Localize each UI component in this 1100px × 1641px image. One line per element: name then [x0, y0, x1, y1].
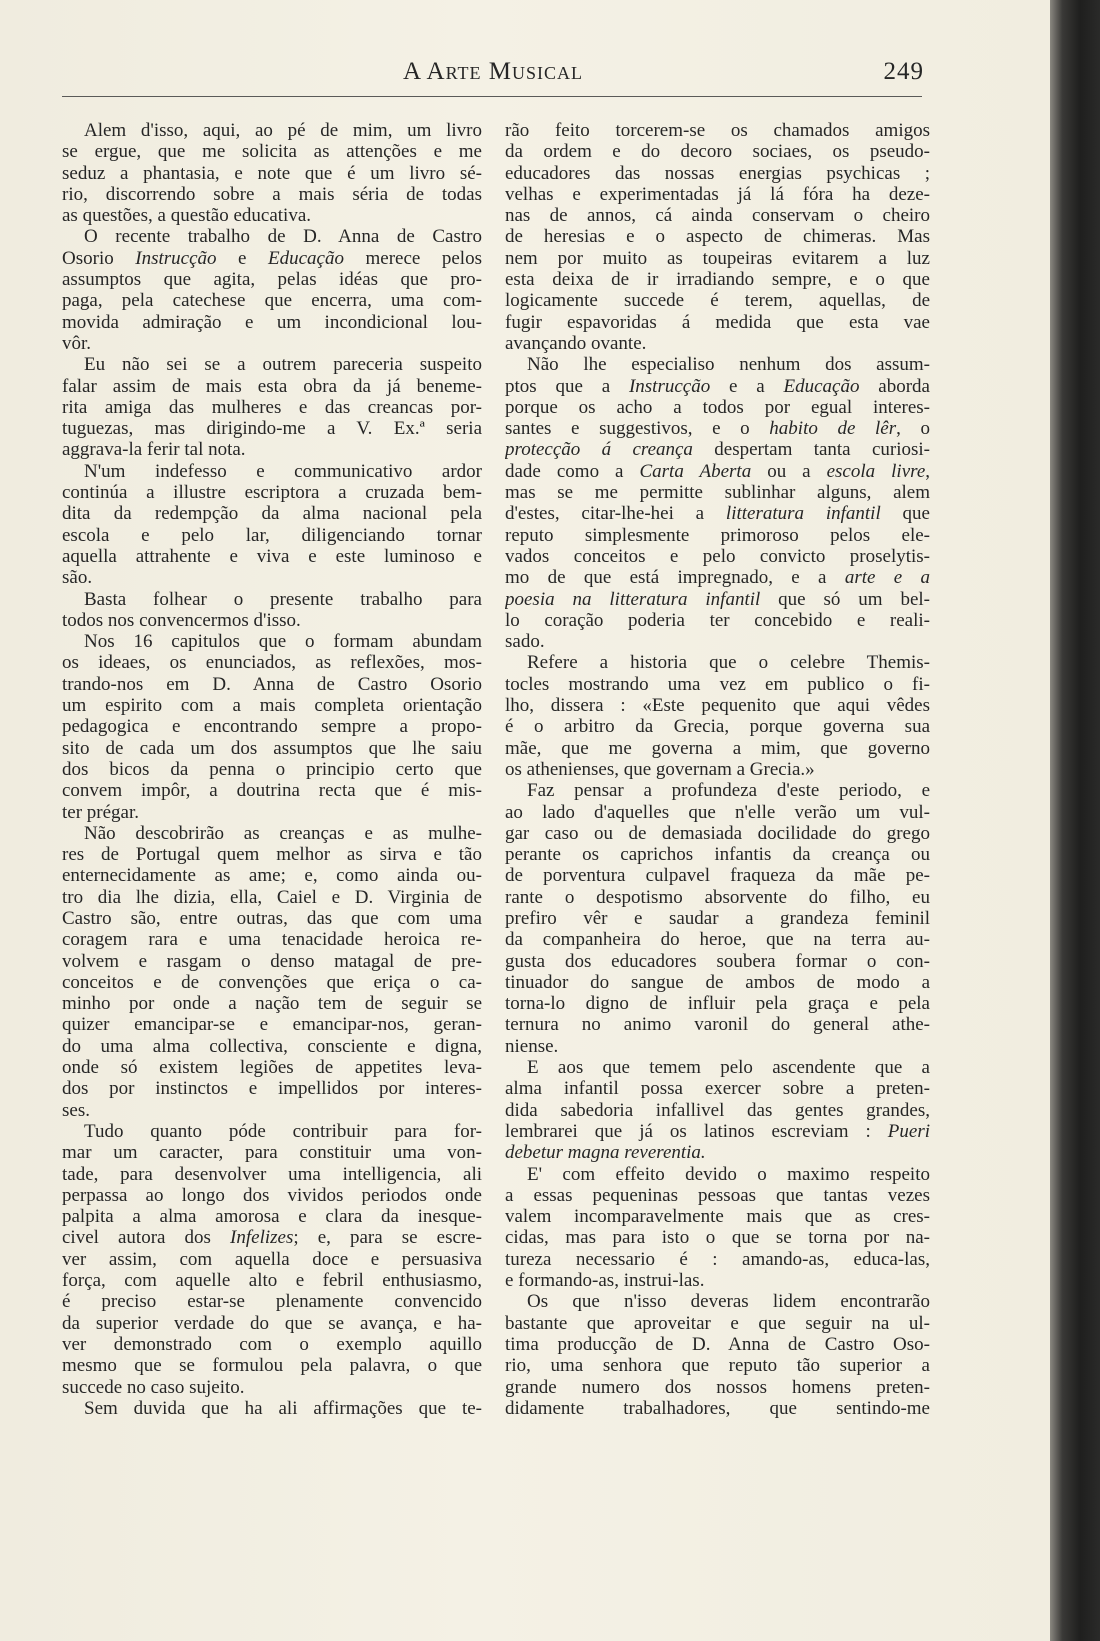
italic-text: Educação: [783, 375, 860, 397]
text-segment: educadores das nossas energias psychicas ;: [505, 162, 930, 184]
text-segment: lho, dissera : «Este pequenito que aqui vêdes: [505, 695, 930, 717]
text-line: [505, 290, 930, 311]
text-segment: vôr.: [62, 332, 92, 354]
text-line: [505, 1206, 930, 1227]
text-line: [505, 1334, 930, 1355]
text-segment: torna-lo digno de influir pela graça e pela: [505, 993, 930, 1015]
text-line: [505, 482, 930, 503]
text-line: [62, 631, 482, 652]
text-line: [62, 354, 482, 375]
text-segment: bastante que aproveitar e que seguir na ul-: [505, 1312, 930, 1334]
text-segment: sito de cada um dos assumptos que lhe saiu: [62, 737, 482, 759]
page-number: 249: [883, 58, 924, 85]
text-segment: mesmo que se formulou pela palavra, o que: [62, 1355, 482, 1377]
text-segment: merece pelos: [343, 247, 482, 269]
text-line: [62, 652, 482, 673]
text-segment: rão feito torcerem-se os chamados amigos: [505, 120, 930, 141]
text-segment: , o: [896, 418, 930, 440]
text-segment: rita amiga das mulheres e das creancas por-: [62, 396, 482, 418]
text-segment: tima producção de D. Anna de Castro Oso-: [505, 1333, 930, 1355]
text-line: [505, 567, 930, 588]
text-segment: os athenienses, que governam a Grecia.»: [505, 758, 815, 780]
text-line: [505, 1185, 930, 1206]
text-segment: paga, pela catechese que encerra, uma com-: [62, 290, 482, 312]
text-line: [62, 1377, 482, 1398]
text-segment: Tudo quanto póde contribuir para for-: [84, 1120, 482, 1142]
text-line: [505, 333, 930, 354]
text-segment: Nos 16 capitulos que o formam abundam: [84, 631, 482, 653]
text-line: [505, 120, 930, 141]
text-segment: prefiro vêr e saudar a grandeza feminil: [505, 907, 930, 929]
text-segment: despertam tanta curiosi-: [692, 439, 930, 461]
text-segment: palpita a alma amorosa e clara da inesque-: [62, 1206, 482, 1228]
text-segment: perante os caprichos infantis da creança ou: [505, 844, 930, 866]
italic-text: Carta Aberta: [639, 460, 752, 482]
text-segment: se ergue, que me solicita as attenções e me: [62, 141, 482, 163]
text-line: [62, 929, 482, 950]
text-segment: são.: [62, 567, 93, 589]
text-segment: Não descobrirão as creanças e as mulhe-: [84, 822, 482, 844]
text-line: [505, 759, 930, 780]
text-segment: grande numero dos nossos homens preten-: [505, 1376, 930, 1398]
text-line: [505, 226, 930, 247]
text-line: [505, 993, 930, 1014]
text-segment: da ordem e do decoro sociaes, os pseudo-: [505, 141, 930, 163]
text-segment: santes e suggestivos, e o: [505, 418, 770, 440]
text-line: [505, 312, 930, 333]
text-line: [505, 589, 930, 610]
text-segment: Faz pensar a profundeza d'este periodo, e: [527, 780, 930, 802]
text-line: [505, 929, 930, 950]
text-line: [62, 248, 482, 269]
text-segment: onde só existem legiões de appetites leva-: [62, 1057, 482, 1079]
text-line: [62, 908, 482, 929]
text-line: [505, 461, 930, 482]
text-line: [62, 610, 482, 631]
text-segment: reputo simplesmente primoroso pelos ele-: [505, 524, 930, 546]
text-segment: vados conceitos e pelo convicto proselytis-: [505, 545, 930, 567]
italic-text: Pueri: [887, 1120, 930, 1142]
text-line: [62, 1270, 482, 1291]
text-segment: logicamente succede é terem, aquellas, de: [505, 290, 930, 312]
text-line: [505, 205, 930, 226]
text-line: [62, 780, 482, 801]
text-line: [62, 1078, 482, 1099]
text-line: [505, 1249, 930, 1270]
text-line: [62, 887, 482, 908]
text-line: [62, 823, 482, 844]
text-segment: nas de annos, cá ainda conservam o cheiro: [505, 205, 930, 227]
italic-text: Infelizes: [230, 1227, 294, 1249]
text-line: [62, 1014, 482, 1035]
italic-text: escola livre: [826, 460, 926, 482]
text-segment: tade, para desenvolver uma intelligencia, ali: [62, 1163, 482, 1185]
text-line: [62, 269, 482, 290]
text-line: [62, 1249, 482, 1270]
text-segment: Eu não sei se a outrem pareceria suspeito: [84, 354, 482, 376]
text-segment: que: [880, 503, 930, 525]
text-segment: ver demonstrado com o exemplo aquillo: [62, 1333, 482, 1355]
text-segment: niense.: [505, 1035, 559, 1057]
text-segment: de porventura culpavel fraqueza da mãe pe-: [505, 865, 930, 887]
text-segment: dos por instinctos e impellidos por interes-: [62, 1078, 482, 1100]
text-line: [62, 205, 482, 226]
text-line: [505, 525, 930, 546]
text-segment: tro dia lhe dizia, ella, Caiel e D. Virginia de: [62, 886, 482, 908]
text-segment: sado.: [505, 631, 545, 653]
text-line: [505, 546, 930, 567]
italic-text: litteratura infantil: [725, 503, 881, 525]
text-segment: ter prégar.: [62, 801, 140, 823]
text-segment: movida admiração e um incondicional lou-: [62, 311, 482, 333]
text-line: [62, 802, 482, 823]
text-line: [505, 716, 930, 737]
text-segment: as questões, a questão educativa.: [62, 205, 312, 227]
text-line: [505, 1398, 930, 1419]
scan-page-edge: [1050, 0, 1100, 1641]
text-line: [505, 1142, 930, 1163]
text-line: [505, 1121, 930, 1142]
text-segment: Refere a historia que o celebre Themis-: [527, 652, 930, 674]
text-segment: ,: [925, 460, 930, 482]
text-segment: rio, uma senhora que reputo tão superior a: [505, 1355, 930, 1377]
text-line: [505, 865, 930, 886]
text-line: [62, 1142, 482, 1163]
text-segment: que só um bel-: [760, 588, 930, 610]
text-line: [62, 503, 482, 524]
text-line: [505, 1036, 930, 1057]
text-line: [505, 503, 930, 524]
text-segment: dida sabedoria infallivel das gentes grandes,: [505, 1099, 930, 1121]
text-line: [62, 1227, 482, 1248]
text-segment: conceitos e de convenções que eriça o ca-: [62, 971, 482, 993]
text-line: [62, 1100, 482, 1121]
text-segment: Sem duvida que ha ali affirmações que te-: [84, 1397, 482, 1419]
text-segment: convem impôr, a doutrina recta que é mis-: [62, 780, 482, 802]
text-segment: gusta dos educadores soubera formar o con-: [505, 950, 930, 972]
text-segment: ver assim, com aquella doce e persuasiva: [62, 1248, 482, 1270]
text-segment: um espirito com a mais completa orientação: [62, 695, 482, 717]
text-line: [62, 290, 482, 311]
text-line: [505, 780, 930, 801]
text-segment: tureza necessario é : amando-as, educa-las,: [505, 1248, 930, 1270]
text-line: [62, 759, 482, 780]
text-line: [62, 589, 482, 610]
text-line: [505, 1014, 930, 1035]
text-segment: O recente trabalho de D. Anna de Castro: [84, 226, 482, 248]
text-segment: de heresias e o aspecto de chimeras. Mas: [505, 226, 930, 248]
running-title: A Arte Musical: [403, 58, 583, 85]
text-segment: da companheira do heroe, que na terra au-: [505, 929, 930, 951]
text-segment: aggrava-la ferir tal nota.: [62, 439, 246, 461]
text-line: [62, 461, 482, 482]
text-segment: escola e pelo lar, diligenciando tornar: [62, 524, 482, 546]
text-line: [505, 184, 930, 205]
text-segment: velhas e experimentadas já lá fóra ha deze-: [505, 183, 930, 205]
text-line: [505, 269, 930, 290]
text-line: [62, 184, 482, 205]
text-segment: Os que n'isso deveras lidem encontrarão: [527, 1291, 930, 1313]
text-line: [62, 1291, 482, 1312]
text-segment: da superior verdade do que se avança, e ha-: [62, 1312, 482, 1334]
text-segment: e formando-as, instrui-las.: [505, 1270, 705, 1292]
text-segment: pedagogica e encontrando sempre a propo-: [62, 716, 482, 738]
text-segment: cidas, mas para isto o que se torna por na-: [505, 1227, 930, 1249]
text-line: [62, 1334, 482, 1355]
text-line: [505, 674, 930, 695]
text-line: [505, 1057, 930, 1078]
text-line: [505, 738, 930, 759]
text-line: [62, 141, 482, 162]
right-column: [505, 120, 930, 1419]
text-line: [62, 716, 482, 737]
text-line: [505, 1270, 930, 1291]
text-segment: N'um indefesso e communicativo ardor: [84, 460, 482, 482]
text-segment: volvem e rasgam o denso matagal de pre-: [62, 950, 482, 972]
text-segment: ao lado d'aquelles que n'elle verão um vul-: [505, 801, 930, 823]
text-line: [62, 397, 482, 418]
text-segment: aborda: [859, 375, 930, 397]
text-segment: valem incomparavelmente mais que as cres-: [505, 1206, 930, 1228]
text-line: [62, 1206, 482, 1227]
text-segment: tinuador do sangue de ambos de modo a: [505, 971, 930, 993]
text-segment: dita da redempção da alma nacional pela: [62, 503, 482, 525]
text-segment: rio, discorrendo sobre a mais séria de todas: [62, 183, 482, 205]
text-line: [62, 738, 482, 759]
text-line: [62, 951, 482, 972]
italic-text: habito de lêr: [769, 418, 897, 440]
text-line: [505, 844, 930, 865]
text-segment: E' com effeito devido o maximo respeito: [527, 1163, 930, 1185]
text-line: [62, 674, 482, 695]
text-line: [62, 1057, 482, 1078]
text-segment: trando-nos em D. Anna de Castro Osorio: [62, 673, 482, 695]
text-segment: força, com aquelle alto e febril enthusiasmo,: [62, 1270, 482, 1292]
text-line: [505, 1100, 930, 1121]
text-segment: falar assim de mais esta obra da já beneme-: [62, 375, 482, 397]
text-line: [62, 226, 482, 247]
text-line: [62, 1036, 482, 1057]
text-line: [505, 887, 930, 908]
text-line: [505, 695, 930, 716]
text-segment: e a: [710, 375, 784, 397]
text-line: [505, 141, 930, 162]
text-segment: dade como a: [505, 460, 640, 482]
text-segment: rante o despotismo absorvente do filho, eu: [505, 886, 930, 908]
text-segment: é preciso estar-se plenamente convencido: [62, 1291, 482, 1313]
text-segment: Basta folhear o presente trabalho para: [84, 588, 482, 610]
text-line: [505, 1313, 930, 1334]
text-segment: todos nos convencermos d'isso.: [62, 609, 301, 631]
text-line: [505, 631, 930, 652]
text-line: [505, 951, 930, 972]
text-line: [62, 695, 482, 716]
text-segment: coragem rara e uma tenacidade heroica re-: [62, 929, 482, 951]
text-segment: ptos que a: [505, 375, 629, 397]
text-line: [505, 1355, 930, 1376]
text-segment: e: [216, 247, 268, 269]
text-line: [505, 418, 930, 439]
text-segment: mãe, que me governa a mim, que governo: [505, 737, 930, 759]
italic-text: protecção á creança: [505, 439, 693, 461]
text-segment: é o arbitro da Grecia, porque governa sua: [505, 716, 930, 738]
text-line: [62, 525, 482, 546]
text-segment: d'estes, citar-lhe-hei a: [505, 503, 726, 525]
text-line: [62, 333, 482, 354]
text-segment: nem por muito as toupeiras evitarem a luz: [505, 247, 930, 269]
text-segment: dos bicos da penna o principio certo que: [62, 758, 482, 780]
text-segment: gar caso ou de demasiada docilidade do grego: [505, 822, 930, 844]
text-line: [62, 567, 482, 588]
text-segment: esta deixa de ir irradiando sempre, e o que: [505, 269, 930, 291]
text-segment: do uma alma collectiva, consciente e digna,: [62, 1035, 482, 1057]
text-segment: res de Portugal quem melhor as sirva e tão: [62, 844, 482, 866]
text-segment: assumptos que agita, pelas idéas que pro-: [62, 269, 482, 291]
text-line: [62, 376, 482, 397]
text-line: [62, 546, 482, 567]
text-line: [505, 397, 930, 418]
italic-text: Educação: [268, 247, 344, 269]
text-segment: seduz a phantasia, e note que é um livro sé-: [62, 162, 482, 184]
text-line: [62, 439, 482, 460]
italic-text: Instrucção: [135, 247, 217, 269]
italic-text: debetur magna reverentia.: [505, 1142, 706, 1164]
text-line: [505, 1227, 930, 1248]
text-line: [62, 163, 482, 184]
text-segment: ternura no animo varonil do general athe-: [505, 1014, 930, 1036]
text-segment: mo de que está impregnado, e a: [505, 567, 845, 589]
text-segment: Castro são, entre outras, das que com uma: [62, 907, 482, 929]
text-line: [62, 1398, 482, 1419]
text-line: [505, 376, 930, 397]
text-line: [505, 163, 930, 184]
text-line: [62, 120, 482, 141]
text-segment: a essas pequeninas pessoas que tantas vezes: [505, 1184, 930, 1206]
text-segment: mas se me permitte sublinhar alguns, alem: [505, 482, 930, 504]
text-line: [505, 972, 930, 993]
text-segment: E aos que temem pelo ascendente que a: [527, 1057, 930, 1079]
italic-text: Instrucção: [628, 375, 711, 397]
left-column: [62, 120, 482, 1419]
text-line: [505, 823, 930, 844]
text-segment: perpassa ao longo dos vividos periodos onde: [62, 1184, 482, 1206]
text-segment: Osorio: [62, 247, 136, 269]
text-line: [62, 993, 482, 1014]
text-line: [62, 482, 482, 503]
text-line: [505, 1291, 930, 1312]
text-line: [62, 1185, 482, 1206]
text-segment: lembrarei que já os latinos escreviam :: [505, 1120, 888, 1142]
text-segment: porque os acho a todos por egual interes-: [505, 396, 930, 418]
text-segment: succede no caso sujeito.: [62, 1376, 245, 1398]
text-line: [505, 802, 930, 823]
text-segment: quizer emancipar-se e emancipar-nos, geran-: [62, 1014, 482, 1036]
text-line: [62, 1164, 482, 1185]
text-segment: fugir espavoridas á medida que esta vae: [505, 311, 930, 333]
text-segment: ; e, para se escre-: [293, 1227, 482, 1249]
text-line: [505, 652, 930, 673]
text-line: [505, 610, 930, 631]
text-segment: didamente trabalhadores, que sentindo-me: [505, 1397, 930, 1419]
text-line: [505, 1164, 930, 1185]
text-segment: os ideaes, os enunciados, as reflexões, mos-: [62, 652, 482, 674]
text-segment: Não lhe especialiso nenhum dos assum-: [527, 354, 930, 376]
text-segment: continúa a illustre escriptora a cruzada bem-: [62, 482, 482, 504]
text-line: [505, 1377, 930, 1398]
text-line: [62, 865, 482, 886]
text-segment: mar um caracter, para constituir uma von-: [62, 1142, 482, 1164]
text-line: [505, 908, 930, 929]
text-segment: minho por onde a nação tem de seguir se: [62, 993, 482, 1015]
text-segment: avançando ovante.: [505, 332, 647, 354]
text-segment: aquella attrahente e viva e este luminoso e: [62, 545, 482, 567]
text-segment: ses.: [62, 1099, 90, 1121]
header-rule: [62, 96, 922, 97]
text-line: [505, 248, 930, 269]
text-line: [505, 1078, 930, 1099]
text-line: [62, 418, 482, 439]
text-segment: ou a: [751, 460, 827, 482]
text-line: [62, 1121, 482, 1142]
italic-text: arte e a: [844, 567, 930, 589]
text-line: [505, 354, 930, 375]
text-segment: tuguezas, mas dirigindo-me a V. Ex.ª seria: [62, 418, 482, 440]
text-line: [62, 1355, 482, 1376]
text-line: [505, 439, 930, 460]
text-segment: Alem d'isso, aqui, ao pé de mim, um livro: [84, 120, 482, 141]
text-segment: civel autora dos: [62, 1227, 231, 1249]
text-line: [62, 844, 482, 865]
text-line: [62, 312, 482, 333]
text-segment: lo coração poderia ter concebido e reali-: [505, 609, 930, 631]
text-segment: tocles mostrando uma vez em publico o fi-: [505, 673, 930, 695]
text-segment: enternecidamente as ame; e, como ainda ou-: [62, 865, 482, 887]
text-line: [62, 972, 482, 993]
text-segment: alma infantil possa exercer sobre a preten-: [505, 1078, 930, 1100]
text-line: [62, 1313, 482, 1334]
italic-text: poesia na litteratura infantil: [505, 588, 761, 610]
